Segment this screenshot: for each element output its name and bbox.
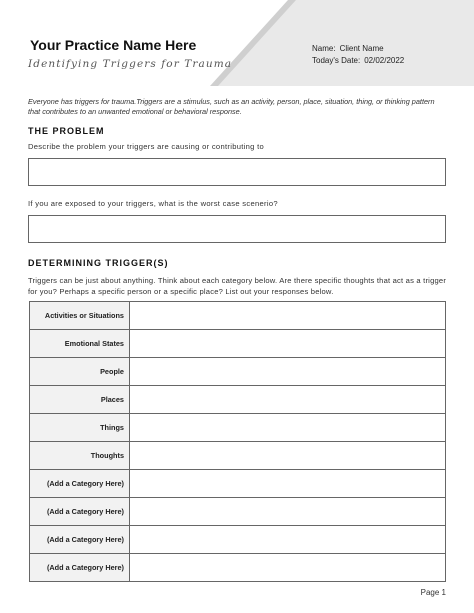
category-response-field[interactable] <box>130 442 446 470</box>
table-row <box>30 498 446 526</box>
category-response-field[interactable] <box>130 554 446 582</box>
table-row <box>30 386 446 414</box>
practice-name: Your Practice Name Here <box>30 37 197 53</box>
client-name-row <box>312 44 384 53</box>
category-label: Thoughts <box>30 442 130 470</box>
table-row <box>30 554 446 582</box>
triggers-table <box>29 301 446 582</box>
date-row <box>312 56 404 65</box>
category-label: Emotional States <box>30 330 130 358</box>
problem-answer-box-1[interactable] <box>28 158 446 186</box>
category-response-field[interactable] <box>130 386 446 414</box>
table-row <box>30 358 446 386</box>
date-value[interactable]: 02/02/2022 <box>364 56 405 65</box>
client-name-value[interactable]: Client Name <box>339 44 384 53</box>
page-number: Page 1 <box>420 588 446 597</box>
category-response-field[interactable] <box>130 358 446 386</box>
table-row <box>30 414 446 442</box>
category-response-field[interactable] <box>130 330 446 358</box>
category-label: (Add a Category Here) <box>30 554 130 582</box>
category-label: Activities or Situations <box>30 302 130 330</box>
category-response-field[interactable] <box>130 302 446 330</box>
client-name-label: Name: <box>312 44 336 53</box>
category-label: Things <box>30 414 130 442</box>
problem-answer-box-2[interactable] <box>28 215 446 243</box>
category-response-field[interactable] <box>130 470 446 498</box>
category-label: (Add a Category Here) <box>30 498 130 526</box>
table-row <box>30 526 446 554</box>
problem-prompt-2: If you are exposed to your triggers, what is the worst case scenerio? <box>28 199 278 208</box>
table-row <box>30 442 446 470</box>
date-label: Today's Date: <box>312 56 361 65</box>
problem-prompt-1: Describe the problem your triggers are causing or contributing to <box>28 142 265 151</box>
worksheet-subtitle: Identifying Triggers for Trauma <box>28 58 233 70</box>
table-row <box>30 302 446 330</box>
header <box>0 0 474 86</box>
category-response-field[interactable] <box>130 414 446 442</box>
category-label: Places <box>30 386 130 414</box>
table-row <box>30 470 446 498</box>
triggers-section-title: DETERMINING TRIGGER(S) <box>28 258 169 268</box>
category-label: (Add a Category Here) <box>30 470 130 498</box>
triggers-instructions: Triggers can be just about anything. Think about each category below. Are there specific thoughts that act as a trigger for you? Perhaps a specific person or a specific place? List out your responses below. <box>28 276 447 296</box>
category-response-field[interactable] <box>130 498 446 526</box>
category-label: People <box>30 358 130 386</box>
category-label: (Add a Category Here) <box>30 526 130 554</box>
category-response-field[interactable] <box>130 526 446 554</box>
table-row <box>30 330 446 358</box>
problem-section-title: THE PROBLEM <box>28 126 105 136</box>
intro-text: Everyone has triggers for trauma.Triggers are a stimulus, such as an activity, person, place, situation, thing, or thinking pattern that contributes to an unwanted emotional or behavioral response. <box>28 97 435 116</box>
